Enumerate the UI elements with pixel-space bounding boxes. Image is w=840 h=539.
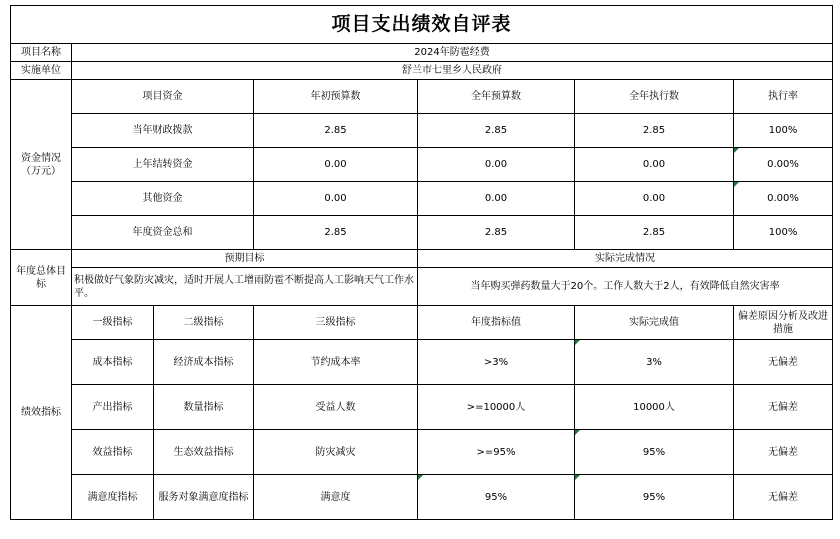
funds-annual-budget: 2.85 bbox=[418, 216, 575, 250]
funds-row bbox=[11, 216, 833, 250]
performance-header: 实际完成值 bbox=[575, 306, 734, 340]
funds-execution-rate: 100% bbox=[734, 216, 833, 250]
annual-target-value: >=10000人 bbox=[418, 385, 575, 430]
project-name-label: 项目名称 bbox=[11, 44, 72, 62]
funds-row bbox=[11, 114, 833, 148]
performance-row bbox=[11, 340, 833, 385]
level2-indicator: 数量指标 bbox=[154, 385, 254, 430]
funds-execution-rate: 0.00% bbox=[734, 148, 833, 182]
expected-goal-header: 预期目标 bbox=[72, 250, 418, 268]
level3-indicator: 受益人数 bbox=[254, 385, 418, 430]
funds-executed: 0.00 bbox=[575, 182, 734, 216]
funds-annual-budget: 0.00 bbox=[418, 182, 575, 216]
funds-execution-rate: 0.00% bbox=[734, 182, 833, 216]
funds-header: 全年预算数 bbox=[418, 80, 575, 114]
project-name-value: 2024年防雹经费 bbox=[72, 44, 833, 62]
funds-row-name: 上年结转资金 bbox=[72, 148, 254, 182]
funds-executed: 2.85 bbox=[575, 114, 734, 148]
evaluation-table bbox=[10, 5, 833, 520]
actual-value: 10000人 bbox=[575, 385, 734, 430]
funds-header: 全年执行数 bbox=[575, 80, 734, 114]
level3-indicator: 防灾减灾 bbox=[254, 430, 418, 475]
level1-indicator: 产出指标 bbox=[72, 385, 154, 430]
funds-annual-budget: 0.00 bbox=[418, 148, 575, 182]
annual-target-value: 95% bbox=[418, 475, 575, 520]
funds-row bbox=[11, 182, 833, 216]
deviation-analysis: 无偏差 bbox=[734, 430, 833, 475]
deviation-analysis: 无偏差 bbox=[734, 475, 833, 520]
annual-target-value: >=95% bbox=[418, 430, 575, 475]
unit-label: 实施单位 bbox=[11, 62, 72, 80]
sheet-title: 项目支出绩效自评表 bbox=[11, 6, 833, 44]
funds-row bbox=[11, 148, 833, 182]
level2-indicator: 服务对象满意度指标 bbox=[154, 475, 254, 520]
expected-goal-text: 积极做好气象防灾减灾，适时开展人工增雨防雹不断提高人工影响天气工作水平。 bbox=[72, 268, 418, 306]
funds-section-label: 资金情况（万元） bbox=[11, 80, 72, 250]
funds-initial-budget: 2.85 bbox=[254, 216, 418, 250]
funds-header: 项目资金 bbox=[72, 80, 254, 114]
actual-value: 3% bbox=[575, 340, 734, 385]
funds-executed: 0.00 bbox=[575, 148, 734, 182]
funds-header: 年初预算数 bbox=[254, 80, 418, 114]
level2-indicator: 经济成本指标 bbox=[154, 340, 254, 385]
level1-indicator: 满意度指标 bbox=[72, 475, 154, 520]
level3-indicator: 满意度 bbox=[254, 475, 418, 520]
performance-header: 三级指标 bbox=[254, 306, 418, 340]
level3-indicator: 节约成本率 bbox=[254, 340, 418, 385]
level1-indicator: 效益指标 bbox=[72, 430, 154, 475]
performance-row bbox=[11, 385, 833, 430]
funds-execution-rate: 100% bbox=[734, 114, 833, 148]
unit-value: 舒兰市七里乡人民政府 bbox=[72, 62, 833, 80]
performance-row bbox=[11, 430, 833, 475]
level1-indicator: 成本指标 bbox=[72, 340, 154, 385]
funds-header: 执行率 bbox=[734, 80, 833, 114]
funds-executed: 2.85 bbox=[575, 216, 734, 250]
actual-result-text: 当年购买弹药数量大于20个。工作人数大于2人，有效降低自然灾害率 bbox=[418, 268, 833, 306]
funds-initial-budget: 2.85 bbox=[254, 114, 418, 148]
performance-header: 二级指标 bbox=[154, 306, 254, 340]
actual-value: 95% bbox=[575, 475, 734, 520]
level2-indicator: 生态效益指标 bbox=[154, 430, 254, 475]
performance-row bbox=[11, 475, 833, 520]
annual-target-value: >3% bbox=[418, 340, 575, 385]
funds-row-name: 年度资金总和 bbox=[72, 216, 254, 250]
goals-section-label: 年度总体目标 bbox=[11, 250, 72, 306]
funds-row-name: 其他资金 bbox=[72, 182, 254, 216]
actual-result-header: 实际完成情况 bbox=[418, 250, 833, 268]
deviation-analysis: 无偏差 bbox=[734, 385, 833, 430]
funds-row-name: 当年财政拨款 bbox=[72, 114, 254, 148]
self-evaluation-sheet bbox=[10, 5, 832, 532]
funds-annual-budget: 2.85 bbox=[418, 114, 575, 148]
actual-value: 95% bbox=[575, 430, 734, 475]
funds-initial-budget: 0.00 bbox=[254, 148, 418, 182]
performance-header: 一级指标 bbox=[72, 306, 154, 340]
performance-section-label: 绩效指标 bbox=[11, 306, 72, 520]
performance-header: 偏差原因分析及改进措施 bbox=[734, 306, 833, 340]
funds-initial-budget: 0.00 bbox=[254, 182, 418, 216]
deviation-analysis: 无偏差 bbox=[734, 340, 833, 385]
performance-header: 年度指标值 bbox=[418, 306, 575, 340]
